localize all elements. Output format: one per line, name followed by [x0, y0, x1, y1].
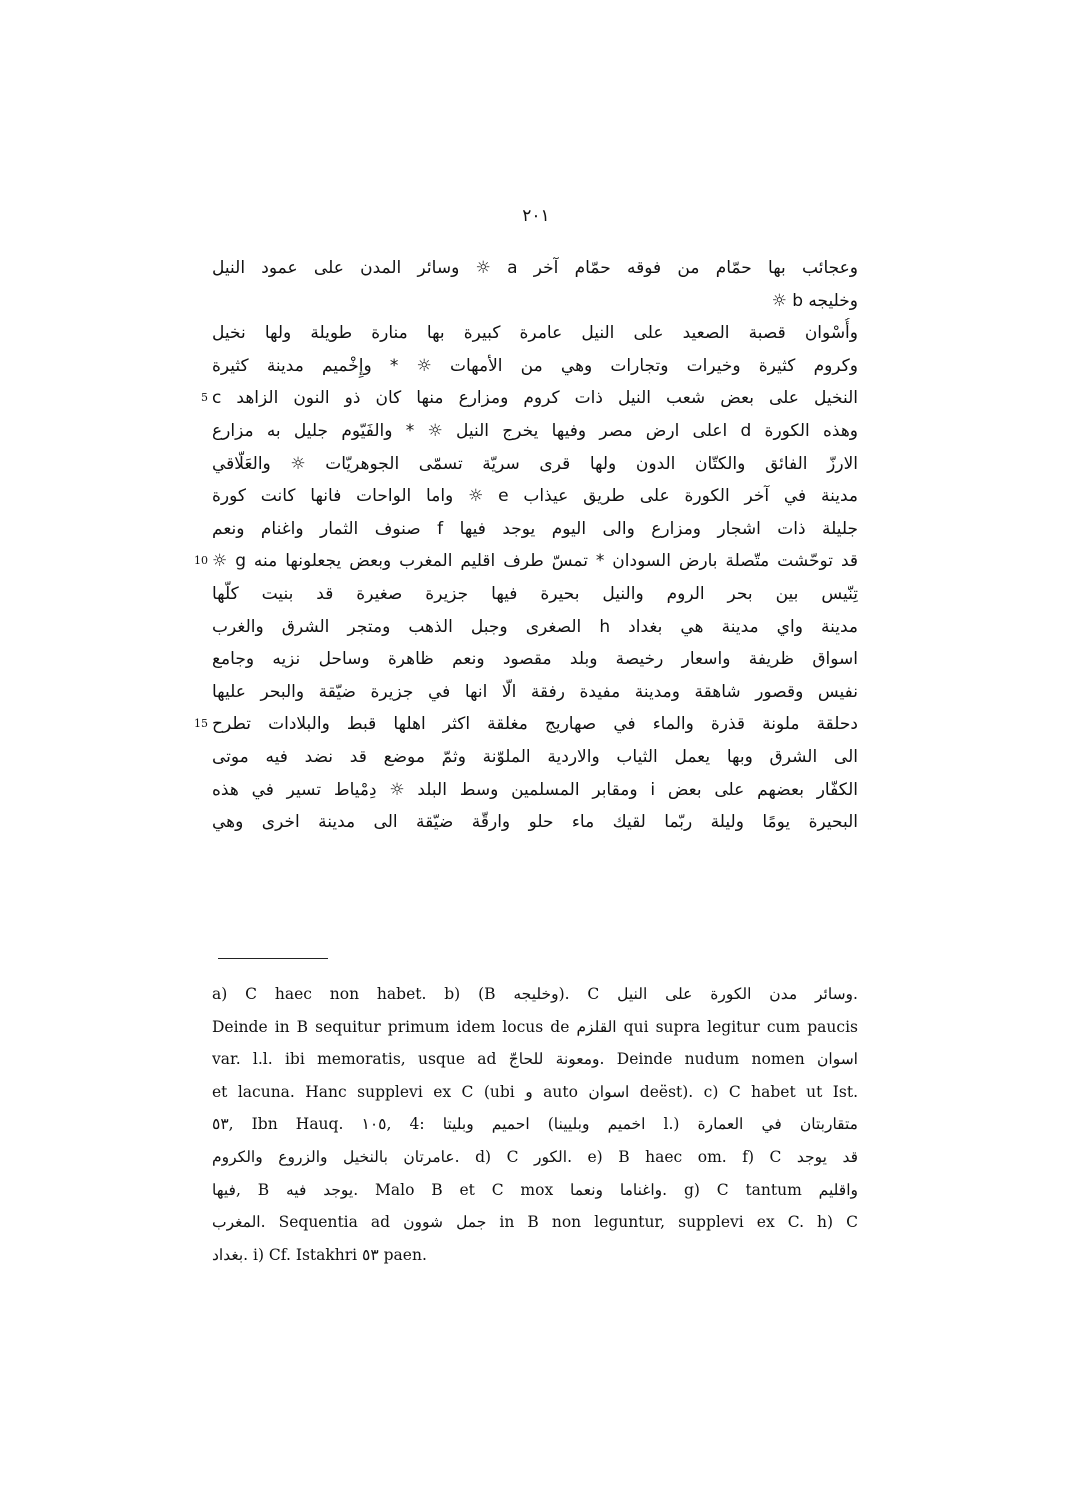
line-number: 5	[201, 391, 208, 404]
body-line: دحلقة ملونة قذرة والماء في صهاريج مغلقة اكثر اهلها قبط والبلادات تطرح	[212, 714, 858, 734]
footnote-line: بغداد. i) Cf. Istakhri ٥٣ paen.	[212, 1246, 427, 1264]
body-line: الارزّ الفائق والكتّان الدون ولها قرى سريّة تسمّى الجوهريّات ☼ والعَلّاقي	[212, 454, 858, 474]
body-line: وخليجه b ☼	[771, 291, 858, 311]
footnote-line: Deinde in B sequitur primum idem locus de القلزم qui supra legitur cum paucis	[212, 1018, 858, 1036]
body-line: وكروم كثيرة وخيرات وتجارات وهي من الأمهات ☼ * وإِخْميم مدينة كثيرة	[212, 356, 858, 376]
body-line: مدينة في آخر الكورة على طريق عيذاب e ☼ واما الواحات فانها كانت كورة	[212, 486, 858, 506]
body-line: مدينة واي مدينة هي بغداد h الصغرى وجبل الذهب ومتجر الشرق والغرب	[212, 617, 858, 637]
body-line: الكفّار بعضهم على بعض i ومقابر المسلمين وسط البلد ☼ دِمْياط تسير في هذه	[212, 780, 858, 800]
body-line: وأُسْوان قصبة الصعيد على النيل عامرة كبيرة بها منارة طويلة ولها نخيل	[212, 323, 858, 343]
footnote-line: فيها, B يوجد فيه. Malo B et C mox واغناما ونعما. g) C tantum واقليم	[212, 1181, 858, 1199]
footnote-line: et lacuna. Hanc supplevi ex C (ubi و auto اسوان deëst). c) C habet ut Ist.	[212, 1083, 858, 1101]
footnote-separator	[218, 958, 328, 959]
body-line: نفيس وقصور شاهقة ومدينة مفيدة رفقة الّا انها في جزيرة ضيّقة والبحر عليها	[212, 682, 858, 702]
line-number: 15	[194, 717, 208, 730]
body-line: جليلة ذات اشجار ومزارع والى اليوم يوجد فيها f صنوف الثمار واغنام ونعم	[212, 519, 858, 539]
footnote-line: ٥٣, Ibn Hauq. ١٠٥, 4: احميم وبليتا (اخميم وبليينا l.) متقاربتان في العمارة	[212, 1115, 858, 1133]
line-number: 10	[194, 554, 208, 567]
body-line: اسواق ظريفة واسعار رخيصة وبلد مقصود ونعم ظاهرة وساحل نزيه وجامع	[212, 649, 858, 669]
body-line: وهذه الكورة d اعلى ارض مصر وفيها يخرج النيل ☼ * والفَيّوم جليل به مزارع	[212, 421, 858, 441]
footnote-line: var. l.l. ibi memoratis, usque ad ومعونة للحاجّ. Deinde nudum nomen اسوان	[212, 1050, 858, 1068]
body-line: النخيل على بعض شعب النيل ذات كروم ومزارع منها كان ذو النون الزاهد c	[212, 388, 858, 408]
body-line: قد توحّشت متّصلة بارض السودان * تمسّ طرف اقليم المغرب وبعض يجعلونها منه g ☼	[212, 551, 858, 571]
footnote-line: عامرتان بالنخيل والزروع والكروم. d) C الكور. e) B haec om. f) C قد يوجد	[212, 1148, 858, 1166]
page-number: ٢٠١	[522, 206, 550, 226]
footnote-line: المغرب. Sequentia ad جمل شوون in B non leguntur, supplevi ex C. h) C	[212, 1213, 858, 1231]
footnote-line: a) C haec non habet. b) (B وخليجه). C وسائر مدن الكورة على النيل.	[212, 985, 858, 1003]
body-line: الى الشرق وبها يعمل الثياب والاردية الملوّنة وثمّ موضع قد نضد فيه موتى	[212, 747, 858, 767]
body-line: تِنّيس بين بحر الروم والنيل بحيرة فيها جزيرة صغيرة قد بنيت كلّها	[212, 584, 858, 604]
body-line: البحيرة يومًا وليلة ربّما لقيك ماء حلو وارقّة ضيّقة الى مدينة اخرى وهي	[212, 812, 858, 832]
body-line: وعجائب بها حمّام من فوقه حمّام آخر a ☼ وسائر المدن على عمود النيل	[212, 258, 858, 278]
